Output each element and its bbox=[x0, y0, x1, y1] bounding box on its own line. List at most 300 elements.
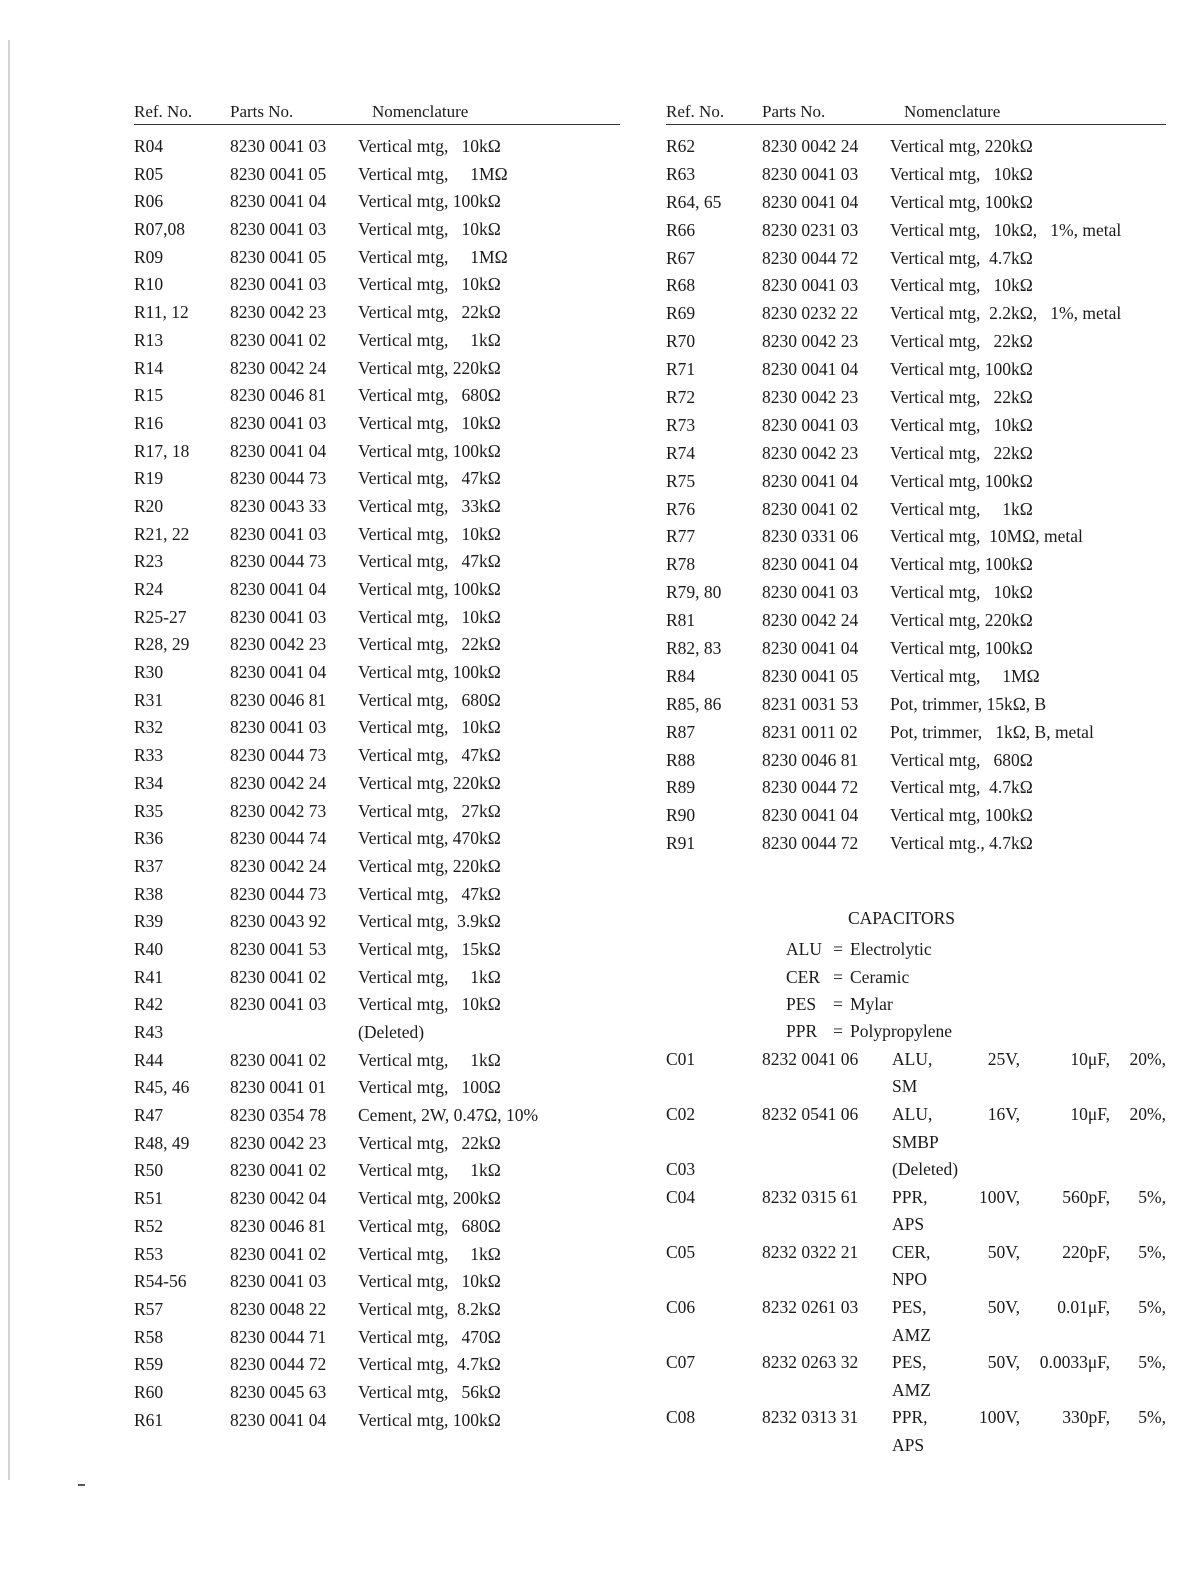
table-row bbox=[134, 991, 620, 1019]
table-row bbox=[134, 604, 620, 632]
table-row bbox=[134, 1268, 620, 1296]
table-row bbox=[666, 384, 1166, 412]
ref-no: R70 bbox=[666, 331, 696, 352]
capacitor-type: ALU, bbox=[892, 1103, 933, 1124]
legend-abbr: PES bbox=[786, 993, 817, 1014]
ref-no: R11, 12 bbox=[134, 302, 189, 323]
parts-no: 8230 0041 03 bbox=[762, 163, 859, 184]
capacitor-series: AMZ bbox=[892, 1379, 931, 1400]
right-column bbox=[666, 96, 1166, 1460]
capacitor-value: 330pF, bbox=[1062, 1407, 1110, 1428]
nomenclature: Vertical mtg, 100kΩ bbox=[358, 440, 501, 461]
parts-no: 8230 0042 23 bbox=[230, 302, 327, 323]
nomenclature: Vertical mtg, 1kΩ bbox=[358, 1160, 501, 1181]
legend-equals: = bbox=[833, 939, 843, 960]
parts-no: 8230 0044 74 bbox=[230, 828, 327, 849]
capacitor-type: PPR, bbox=[892, 1407, 928, 1428]
capacitor-row bbox=[666, 1349, 1166, 1404]
nomenclature: Pot, trimmer, 15kΩ, B bbox=[890, 693, 1047, 714]
parts-no: 8230 0041 05 bbox=[230, 246, 327, 267]
table-row bbox=[666, 245, 1166, 273]
nomenclature: Vertical mtg, 100kΩ bbox=[890, 805, 1033, 826]
parts-no: 8230 0041 03 bbox=[230, 274, 327, 295]
table-row bbox=[134, 1157, 620, 1185]
capacitor-type: PPR, bbox=[892, 1186, 928, 1207]
capacitor-spec bbox=[892, 1294, 1166, 1322]
nomenclature bbox=[892, 1184, 1166, 1239]
table-row bbox=[666, 551, 1166, 579]
nomenclature: Vertical mtg, 33kΩ bbox=[358, 495, 501, 516]
parts-no: 8230 0041 04 bbox=[230, 662, 327, 683]
parts-no: 8230 0041 04 bbox=[762, 191, 859, 212]
table-row bbox=[134, 798, 620, 826]
table-row bbox=[134, 825, 620, 853]
ref-no: R75 bbox=[666, 470, 696, 491]
nomenclature: Vertical mtg, 100kΩ bbox=[358, 1409, 501, 1430]
ref-no: R30 bbox=[134, 662, 164, 683]
nomenclature: Vertical mtg, 1MΩ bbox=[358, 163, 508, 184]
nomenclature: Vertical mtg, 4.7kΩ bbox=[890, 247, 1033, 268]
ref-no: R16 bbox=[134, 412, 164, 433]
nomenclature: Vertical mtg, 22kΩ bbox=[358, 1132, 501, 1153]
ref-no: R06 bbox=[134, 191, 164, 212]
ref-no: R91 bbox=[666, 833, 696, 854]
nomenclature: Vertical mtg, 47kΩ bbox=[358, 551, 501, 572]
nomenclature: Vertical mtg, 47kΩ bbox=[358, 883, 501, 904]
table-row bbox=[666, 189, 1166, 217]
ref-no: R41 bbox=[134, 966, 164, 987]
table-row bbox=[134, 687, 620, 715]
parts-no: 8230 0041 02 bbox=[230, 1243, 327, 1264]
capacitor-tolerance: 5%, bbox=[1138, 1407, 1166, 1428]
ref-no: R76 bbox=[666, 498, 696, 519]
capacitor-value bbox=[1020, 1156, 1110, 1184]
header-parts: Parts No. bbox=[762, 102, 826, 121]
table-row bbox=[134, 188, 620, 216]
nomenclature: Vertical mtg, 220kΩ bbox=[358, 772, 501, 793]
parts-no bbox=[762, 1156, 892, 1184]
nomenclature: Vertical mtg, 56kΩ bbox=[358, 1381, 501, 1402]
ref-no: R82, 83 bbox=[666, 638, 722, 659]
ref-no: R60 bbox=[134, 1381, 164, 1402]
ref-no: R37 bbox=[134, 855, 164, 876]
parts-no: 8231 0011 02 bbox=[762, 721, 858, 742]
ref-no: C07 bbox=[666, 1352, 696, 1373]
capacitor-legend bbox=[666, 936, 1166, 1046]
ref-no: R32 bbox=[134, 717, 164, 738]
ref-no: R51 bbox=[134, 1188, 164, 1209]
table-row bbox=[134, 881, 620, 909]
ref-no: R69 bbox=[666, 303, 696, 324]
capacitor-spec bbox=[892, 1046, 1166, 1074]
ref-no: R63 bbox=[666, 163, 696, 184]
table-row bbox=[134, 299, 620, 327]
ref-no: R21, 22 bbox=[134, 523, 190, 544]
nomenclature: Vertical mtg, 22kΩ bbox=[890, 331, 1033, 352]
legend-equals: = bbox=[833, 993, 843, 1014]
nomenclature: Vertical mtg, 22kΩ bbox=[890, 387, 1033, 408]
ref-no: C04 bbox=[666, 1186, 696, 1207]
ref-no: R89 bbox=[666, 777, 696, 798]
capacitor-row bbox=[666, 1294, 1166, 1349]
ref-no: R13 bbox=[134, 329, 164, 350]
table-row bbox=[666, 607, 1166, 635]
nomenclature: Vertical mtg, 4.7kΩ bbox=[358, 1354, 501, 1375]
stray-mark bbox=[78, 1484, 85, 1486]
capacitor-series: APS bbox=[892, 1214, 925, 1235]
nomenclature: Vertical mtg., 4.7kΩ bbox=[890, 833, 1033, 854]
ref-no: R67 bbox=[666, 247, 696, 268]
ref-no: R04 bbox=[134, 136, 164, 156]
nomenclature: Vertical mtg, 4.7kΩ bbox=[890, 777, 1033, 798]
parts-no: 8230 0044 72 bbox=[230, 1354, 327, 1375]
legend-description: Electrolytic bbox=[850, 939, 932, 960]
parts-no: 8230 0041 02 bbox=[230, 329, 327, 350]
table-row bbox=[666, 217, 1166, 245]
parts-no: 8230 0042 04 bbox=[230, 1188, 327, 1209]
capacitor-tolerance: 5%, bbox=[1138, 1186, 1166, 1207]
nomenclature: Vertical mtg, 27kΩ bbox=[358, 800, 501, 821]
nomenclature: Vertical mtg, 100kΩ bbox=[890, 191, 1033, 212]
nomenclature: Vertical mtg, 10kΩ bbox=[358, 606, 501, 627]
ref-no: R47 bbox=[134, 1105, 164, 1126]
ref-no: R78 bbox=[666, 554, 696, 575]
ref-no: R42 bbox=[134, 994, 164, 1015]
parts-no: 8230 0041 02 bbox=[762, 498, 859, 519]
table-row bbox=[666, 719, 1166, 747]
parts-no: 8230 0043 92 bbox=[230, 911, 327, 932]
nomenclature: Vertical mtg, 100kΩ bbox=[890, 554, 1033, 575]
table-row bbox=[666, 468, 1166, 496]
nomenclature: Vertical mtg, 1kΩ bbox=[358, 329, 501, 350]
ref-no: R44 bbox=[134, 1049, 164, 1070]
nomenclature: Pot, trimmer, 1kΩ, B, metal bbox=[890, 721, 1094, 742]
parts-no: 8230 0042 23 bbox=[762, 331, 859, 352]
ref-no: R15 bbox=[134, 385, 164, 406]
table-row bbox=[134, 1407, 620, 1435]
parts-no: 8232 0261 03 bbox=[762, 1297, 859, 1318]
nomenclature bbox=[892, 1101, 1166, 1156]
nomenclature: Vertical mtg, 10kΩ bbox=[890, 163, 1033, 184]
capacitor-voltage: 25V, bbox=[987, 1048, 1020, 1069]
table-row bbox=[134, 1130, 620, 1158]
parts-no: 8230 0042 23 bbox=[762, 387, 859, 408]
nomenclature: Vertical mtg, 1kΩ bbox=[358, 1049, 501, 1070]
parts-no: 8230 0045 63 bbox=[230, 1381, 327, 1402]
nomenclature: Vertical mtg, 47kΩ bbox=[358, 745, 501, 766]
legend-row bbox=[666, 1018, 1166, 1045]
parts-no: 8230 0041 05 bbox=[762, 665, 859, 686]
parts-no: 8232 0041 06 bbox=[762, 1048, 859, 1069]
nomenclature: Vertical mtg, 100kΩ bbox=[890, 638, 1033, 659]
ref-no: R33 bbox=[134, 745, 164, 766]
table-row bbox=[134, 327, 620, 355]
table-row bbox=[134, 1324, 620, 1352]
capacitor-tolerance: 5%, bbox=[1138, 1352, 1166, 1373]
ref-no: R34 bbox=[134, 772, 164, 793]
table-row bbox=[666, 802, 1166, 830]
legend-row bbox=[666, 991, 1166, 1018]
parts-no: 8230 0041 03 bbox=[230, 1271, 327, 1292]
parts-no: 8230 0048 22 bbox=[230, 1298, 327, 1319]
capacitor-voltage: 50V, bbox=[987, 1352, 1020, 1373]
capacitor-row bbox=[666, 1156, 1166, 1184]
parts-no: 8230 0231 03 bbox=[762, 219, 859, 240]
table-row bbox=[134, 382, 620, 410]
table-row bbox=[134, 964, 620, 992]
parts-no: 8230 0044 72 bbox=[762, 777, 859, 798]
table-header bbox=[666, 96, 1166, 125]
ref-no: R74 bbox=[666, 442, 696, 463]
capacitor-row bbox=[666, 1184, 1166, 1239]
binding-edge bbox=[8, 40, 26, 1480]
capacitor-series: SM bbox=[892, 1076, 918, 1097]
nomenclature bbox=[892, 1404, 1166, 1459]
parts-no: 8230 0046 81 bbox=[230, 689, 327, 710]
nomenclature: Vertical mtg, 10kΩ bbox=[358, 136, 501, 156]
table-row bbox=[134, 1102, 620, 1130]
parts-no: 8230 0044 71 bbox=[230, 1326, 327, 1347]
parts-no: 8230 0041 03 bbox=[230, 219, 327, 240]
table-row bbox=[666, 663, 1166, 691]
parts-no: 8232 0315 61 bbox=[762, 1186, 859, 1207]
capacitor-tolerance: 5%, bbox=[1138, 1297, 1166, 1318]
capacitor-row bbox=[666, 1046, 1166, 1101]
table-row bbox=[134, 410, 620, 438]
parts-no: 8230 0041 02 bbox=[230, 1049, 327, 1070]
ref-no: R54-56 bbox=[134, 1271, 187, 1292]
nomenclature: Vertical mtg, 15kΩ bbox=[358, 938, 501, 959]
table-row bbox=[134, 1379, 620, 1407]
table-row bbox=[134, 742, 620, 770]
parts-no: 8232 0322 21 bbox=[762, 1241, 859, 1262]
nomenclature: Vertical mtg, 3.9kΩ bbox=[358, 911, 501, 932]
table-row bbox=[666, 747, 1166, 775]
table-row bbox=[134, 1351, 620, 1379]
table-row bbox=[134, 548, 620, 576]
nomenclature: Vertical mtg, 1kΩ bbox=[358, 966, 501, 987]
capacitor-value: 560pF, bbox=[1062, 1186, 1110, 1207]
parts-no: 8230 0041 04 bbox=[762, 638, 859, 659]
nomenclature: Vertical mtg, 100Ω bbox=[358, 1077, 501, 1098]
capacitor-type: (Deleted) bbox=[892, 1159, 959, 1180]
parts-no: 8230 0042 24 bbox=[230, 855, 327, 876]
capacitor-type: ALU, bbox=[892, 1048, 933, 1069]
table-row bbox=[134, 1047, 620, 1075]
parts-no: 8230 0042 24 bbox=[762, 136, 859, 156]
table-row bbox=[134, 1213, 620, 1241]
capacitor-voltage: 100V, bbox=[978, 1186, 1020, 1207]
table-row bbox=[134, 631, 620, 659]
table-row bbox=[134, 1185, 620, 1213]
nomenclature: Vertical mtg, 10kΩ bbox=[890, 275, 1033, 296]
ref-no: R05 bbox=[134, 163, 164, 184]
nomenclature: Vertical mtg, 10kΩ bbox=[358, 717, 501, 738]
ref-no: R79, 80 bbox=[666, 582, 722, 603]
nomenclature: Vertical mtg, 220kΩ bbox=[890, 136, 1033, 156]
header-nomenclature: Nomenclature bbox=[372, 102, 469, 121]
capacitor-type: PES, bbox=[892, 1297, 927, 1318]
ref-no: R50 bbox=[134, 1160, 164, 1181]
table-row bbox=[134, 438, 620, 466]
legend-description: Mylar bbox=[850, 993, 893, 1014]
nomenclature bbox=[892, 1239, 1166, 1294]
table-row bbox=[666, 635, 1166, 663]
capacitor-voltage: 50V, bbox=[987, 1241, 1020, 1262]
ref-no: R66 bbox=[666, 219, 696, 240]
right-parts-list bbox=[666, 133, 1166, 858]
legend-row bbox=[666, 964, 1166, 991]
nomenclature: Vertical mtg, 10kΩ bbox=[358, 274, 501, 295]
parts-no: 8230 0041 04 bbox=[762, 470, 859, 491]
parts-no: 8230 0044 73 bbox=[230, 745, 327, 766]
ref-no: R72 bbox=[666, 387, 696, 408]
capacitor-tolerance: 20%, bbox=[1129, 1048, 1166, 1069]
parts-no: 8230 0041 03 bbox=[230, 412, 327, 433]
nomenclature bbox=[892, 1294, 1166, 1349]
ref-no: C08 bbox=[666, 1407, 696, 1428]
capacitor-row bbox=[666, 1404, 1166, 1459]
nomenclature: Vertical mtg, 680Ω bbox=[890, 749, 1033, 770]
table-row bbox=[666, 691, 1166, 719]
parts-no: 8230 0041 04 bbox=[230, 1409, 327, 1430]
nomenclature: Vertical mtg, 1kΩ bbox=[358, 1243, 501, 1264]
table-row bbox=[134, 1019, 620, 1047]
parts-no: 8230 0041 03 bbox=[762, 582, 859, 603]
nomenclature: Vertical mtg, 10kΩ bbox=[358, 523, 501, 544]
nomenclature: Vertical mtg, 10kΩ bbox=[890, 582, 1033, 603]
parts-no: 8230 0041 05 bbox=[230, 163, 327, 184]
parts-no: 8230 0041 03 bbox=[762, 275, 859, 296]
parts-no: 8230 0042 23 bbox=[230, 634, 327, 655]
parts-no: 8230 0041 03 bbox=[230, 717, 327, 738]
capacitor-row bbox=[666, 1101, 1166, 1156]
parts-no: 8230 0041 53 bbox=[230, 938, 327, 959]
capacitor-value: 10μF, bbox=[1070, 1048, 1110, 1069]
parts-no: 8232 0541 06 bbox=[762, 1103, 859, 1124]
parts-no: 8230 0044 72 bbox=[762, 833, 859, 854]
legend-description: Ceramic bbox=[850, 966, 910, 987]
parts-no: 8230 0331 06 bbox=[762, 526, 859, 547]
ref-no: R23 bbox=[134, 551, 164, 572]
nomenclature: Vertical mtg, 100kΩ bbox=[358, 662, 501, 683]
ref-no: R17, 18 bbox=[134, 440, 190, 461]
capacitor-value: 0.01μF, bbox=[1057, 1297, 1110, 1318]
table-row bbox=[134, 244, 620, 272]
nomenclature: Vertical mtg, 220kΩ bbox=[358, 855, 501, 876]
capacitor-row bbox=[666, 1239, 1166, 1294]
table-row bbox=[666, 300, 1166, 328]
ref-no: R36 bbox=[134, 828, 164, 849]
ref-no: R28, 29 bbox=[134, 634, 190, 655]
ref-no: R64, 65 bbox=[666, 191, 722, 212]
nomenclature: Vertical mtg, 10kΩ bbox=[358, 219, 501, 240]
nomenclature: Vertical mtg, 10kΩ bbox=[358, 994, 501, 1015]
ref-no: R88 bbox=[666, 749, 696, 770]
nomenclature: Vertical mtg, 680Ω bbox=[358, 385, 501, 406]
parts-no: 8230 0354 78 bbox=[230, 1105, 327, 1126]
capacitor-series: SMBP bbox=[892, 1131, 939, 1152]
nomenclature bbox=[892, 1046, 1166, 1101]
capacitor-series: NPO bbox=[892, 1269, 928, 1290]
ref-no: R20 bbox=[134, 495, 164, 516]
table-row bbox=[134, 1241, 620, 1269]
table-row bbox=[666, 830, 1166, 858]
parts-no: 8230 0041 03 bbox=[230, 994, 327, 1015]
nomenclature: Vertical mtg, 8.2kΩ bbox=[358, 1298, 501, 1319]
ref-no: R48, 49 bbox=[134, 1132, 190, 1153]
ref-no: R24 bbox=[134, 579, 164, 599]
ref-no: R87 bbox=[666, 721, 696, 742]
ref-no: R40 bbox=[134, 938, 164, 959]
table-row bbox=[134, 908, 620, 936]
ref-no: C06 bbox=[666, 1297, 696, 1318]
ref-no: C01 bbox=[666, 1048, 696, 1069]
capacitor-spec bbox=[892, 1156, 1166, 1184]
nomenclature: Vertical mtg, 47kΩ bbox=[358, 468, 501, 489]
nomenclature: Vertical mtg, 680Ω bbox=[358, 1215, 501, 1236]
ref-no: R77 bbox=[666, 526, 696, 547]
capacitor-spec bbox=[892, 1101, 1166, 1129]
parts-no: 8230 0041 03 bbox=[230, 606, 327, 627]
capacitor-series: APS bbox=[892, 1435, 925, 1456]
left-column bbox=[134, 96, 620, 1434]
ref-no: R43 bbox=[134, 1022, 164, 1042]
legend-equals: = bbox=[833, 966, 843, 987]
parts-no: 8230 0046 81 bbox=[230, 1215, 327, 1236]
capacitor-voltage: 50V, bbox=[987, 1297, 1020, 1318]
parts-no: 8230 0041 03 bbox=[230, 136, 327, 156]
ref-no: R39 bbox=[134, 911, 164, 932]
nomenclature: Vertical mtg, 470kΩ bbox=[358, 828, 501, 849]
ref-no: R10 bbox=[134, 274, 164, 295]
ref-no: R73 bbox=[666, 414, 696, 435]
capacitor-value: 10μF, bbox=[1070, 1103, 1110, 1124]
table-row bbox=[134, 853, 620, 881]
parts-no: 8230 0042 23 bbox=[762, 442, 859, 463]
ref-no: R68 bbox=[666, 275, 696, 296]
parts-no: 8230 0046 81 bbox=[762, 749, 859, 770]
ref-no: R58 bbox=[134, 1326, 164, 1347]
table-row bbox=[134, 493, 620, 521]
nomenclature: Vertical mtg, 10kΩ bbox=[358, 1271, 501, 1292]
nomenclature: Vertical mtg, 200kΩ bbox=[358, 1188, 501, 1209]
table-row bbox=[666, 272, 1166, 300]
table-row bbox=[666, 496, 1166, 524]
parts-no: 8230 0041 04 bbox=[230, 191, 327, 212]
ref-no: R90 bbox=[666, 805, 696, 826]
table-row bbox=[134, 936, 620, 964]
capacitor-spec bbox=[892, 1239, 1166, 1267]
parts-no: 8230 0041 01 bbox=[230, 1077, 327, 1098]
parts-no: 8230 0042 23 bbox=[230, 1132, 327, 1153]
nomenclature: (Deleted) bbox=[358, 1022, 425, 1042]
ref-no: R35 bbox=[134, 800, 164, 821]
legend-abbr: PPR bbox=[786, 1021, 818, 1042]
nomenclature: Vertical mtg, 2.2kΩ, 1%, metal bbox=[890, 303, 1122, 324]
nomenclature: Vertical mtg, 680Ω bbox=[358, 689, 501, 710]
parts-no: 8232 0263 32 bbox=[762, 1352, 859, 1373]
parts-no: 8230 0044 72 bbox=[762, 247, 859, 268]
table-row bbox=[134, 271, 620, 299]
nomenclature: Vertical mtg, 1MΩ bbox=[890, 665, 1040, 686]
capacitor-voltage: 100V, bbox=[978, 1407, 1020, 1428]
parts-no: 8230 0042 24 bbox=[230, 772, 327, 793]
nomenclature: Vertical mtg, 22kΩ bbox=[890, 442, 1033, 463]
ref-no: R71 bbox=[666, 359, 696, 380]
nomenclature: Vertical mtg, 100kΩ bbox=[890, 470, 1033, 491]
nomenclature: Vertical mtg, 10kΩ bbox=[358, 412, 501, 433]
